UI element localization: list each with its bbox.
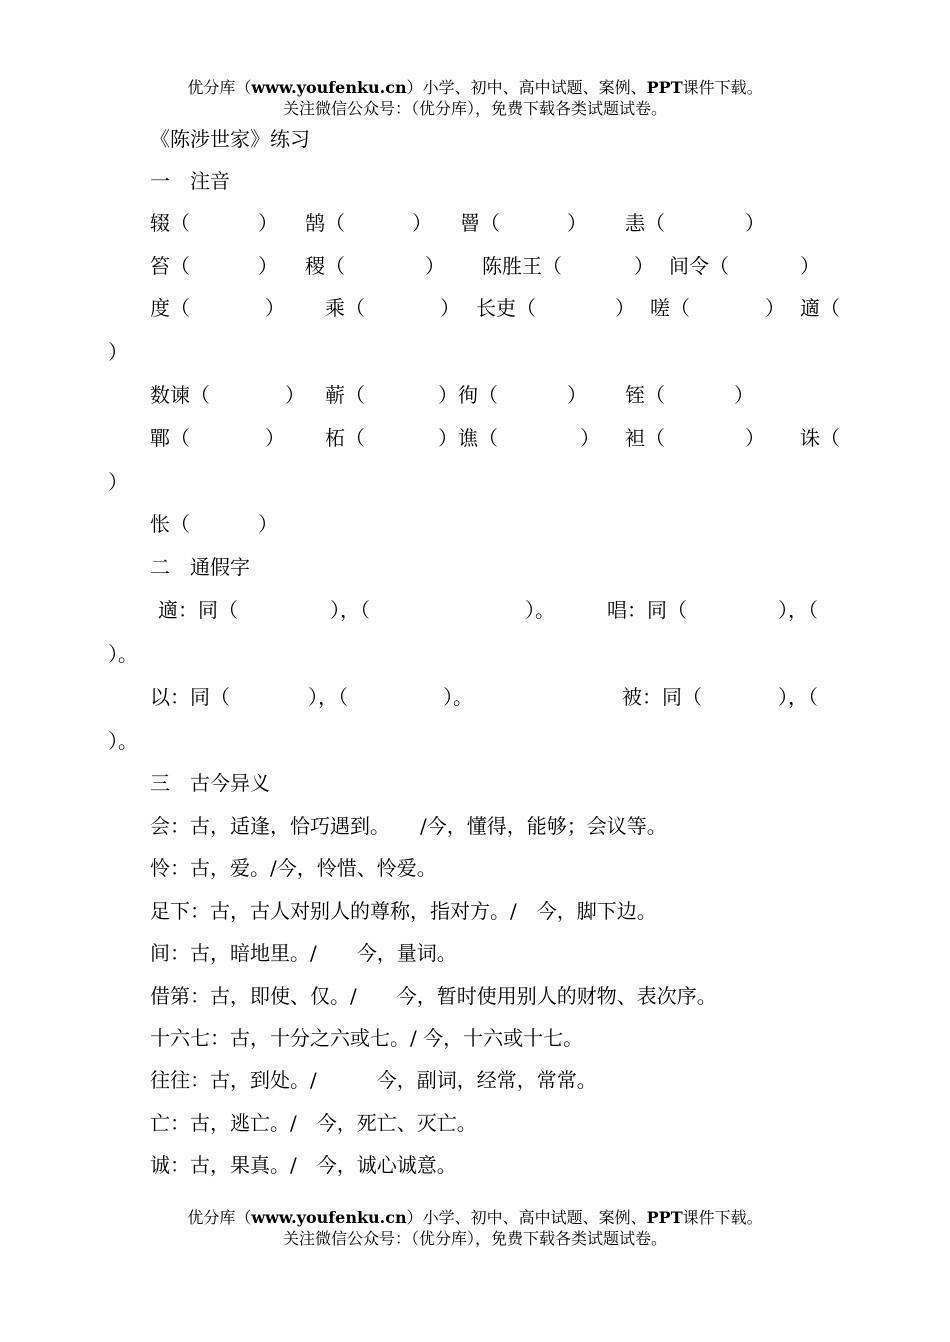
pinyin-item: 袒（ — [625, 426, 665, 450]
pinyin-close: ） — [745, 426, 765, 450]
pinyin-item: 数谏（ — [150, 383, 210, 407]
gujin-item: 往往：古，到处。/ 今，副词，经常，常常。 — [150, 1068, 597, 1092]
pinyin-close: ） — [265, 426, 285, 450]
pinyin-close: ） — [634, 254, 654, 278]
pinyin-item: 乘（ — [325, 296, 365, 320]
gujin-item: 借第：古，即使、仅。/ 今，暂时使用别人的财物、表次序。 — [150, 984, 717, 1008]
tongjia-item: 唱：同（ — [607, 598, 687, 622]
tongjia-blank: ），（ — [778, 598, 818, 622]
pinyin-item: 铚（ — [625, 383, 665, 407]
tongjia-end: ）。 — [525, 598, 555, 622]
pinyin-item: 笞（ — [150, 254, 190, 278]
footer-line-2: 关注微信公众号：（优分库），免费下载各类试题试卷。 — [282, 1229, 667, 1248]
pinyin-item: 鹄（ — [305, 211, 345, 235]
header-line-2: 关注微信公众号：（优分库），免费下载各类试题试卷。 — [282, 99, 667, 118]
section-heading-pinyin: 一 注音 — [150, 169, 230, 193]
pinyin-close: ） — [258, 211, 278, 235]
pinyin-item: ）徇（ — [438, 383, 498, 407]
pinyin-item: 蕲（ — [325, 383, 365, 407]
pinyin-item: 辍（ — [150, 211, 190, 235]
gujin-item: 亡：古，逃亡。/ 今，死亡、灭亡。 — [150, 1111, 477, 1135]
section-heading-gujin: 三 古今异义 — [150, 771, 270, 795]
pinyin-item: 鄲（ — [150, 426, 190, 450]
pinyin-close-wrap: ） — [108, 340, 128, 364]
pinyin-close-wrap: ） — [108, 470, 128, 494]
tongjia-wrap: ）。 — [108, 729, 138, 753]
pinyin-close: ） — [440, 296, 460, 320]
pinyin-item: 怅（ — [150, 512, 190, 536]
section-heading-tongjia: 二 通假字 — [150, 555, 250, 579]
pinyin-close: ） — [258, 254, 278, 278]
pinyin-close: ） — [425, 254, 445, 278]
tongjia-item: 以：同（ — [150, 685, 230, 709]
pinyin-close: ） — [580, 426, 600, 450]
pinyin-close: ） — [258, 512, 278, 536]
pinyin-item: 间令（ — [669, 254, 729, 278]
tongjia-blank: ），（ — [308, 685, 348, 709]
pinyin-item: 长吏（ — [476, 296, 536, 320]
pinyin-item: ）谯（ — [438, 426, 498, 450]
pinyin-close: ） — [412, 211, 432, 235]
pinyin-close: ） — [765, 296, 785, 320]
pinyin-item: 度（ — [150, 296, 190, 320]
tongjia-blank: ），（ — [330, 598, 370, 622]
gujin-item: 间：古，暗地里。/ 今，量词。 — [150, 941, 457, 965]
pinyin-close: ） — [615, 296, 635, 320]
pinyin-item: 罾（ — [460, 211, 500, 235]
pinyin-close: ） — [734, 383, 754, 407]
pinyin-item: 诛（ — [800, 426, 840, 450]
pinyin-close: ） — [567, 383, 587, 407]
pinyin-close: ） — [745, 211, 765, 235]
pinyin-item: 恚（ — [625, 211, 665, 235]
site-url: www.youfenku.cn — [251, 78, 407, 97]
pinyin-item: 適（ — [800, 296, 840, 320]
gujin-item: 十六七：古，十分之六或七。/ 今，十六或十七。 — [150, 1026, 584, 1050]
tongjia-wrap: ）。 — [108, 642, 138, 666]
footer-line-1: 优分库（www.youfenku.cn）小学、初中、高中试题、案例、PPT课件下载。 — [187, 1208, 763, 1227]
pinyin-close: ） — [800, 254, 820, 278]
pinyin-item: 嗟（ — [650, 296, 690, 320]
tongjia-blank: ），（ — [778, 685, 818, 709]
tongjia-item: 被：同（ — [622, 685, 702, 709]
gujin-item: 足下：古，古人对别人的尊称，指对方。/ 今，脚下边。 — [150, 899, 657, 923]
pinyin-item: 陈胜王（ — [482, 254, 562, 278]
gujin-item: 会：古，适逢，恰巧遇到。 /今，懂得，能够；会议等。 — [150, 814, 667, 838]
pinyin-close: ） — [285, 383, 305, 407]
pinyin-item: 稷（ — [305, 254, 345, 278]
pinyin-close: ） — [567, 211, 587, 235]
tongjia-item: 適：同（ — [158, 598, 238, 622]
gujin-item: 怜：古，爱。/今，怜惜、怜爱。 — [150, 856, 437, 880]
header-line-1: 优分库（www.youfenku.cn）小学、初中、高中试题、案例、PPT课件下载。 — [187, 78, 763, 97]
page-title: 《陈涉世家》练习 — [150, 127, 310, 151]
gujin-item: 诚：古，果真。/ 今，诚心诚意。 — [150, 1153, 457, 1177]
pinyin-item: 柘（ — [325, 426, 365, 450]
site-url: www.youfenku.cn — [251, 1208, 407, 1227]
pinyin-close: ） — [265, 296, 285, 320]
tongjia-end: ）。 — [443, 685, 473, 709]
